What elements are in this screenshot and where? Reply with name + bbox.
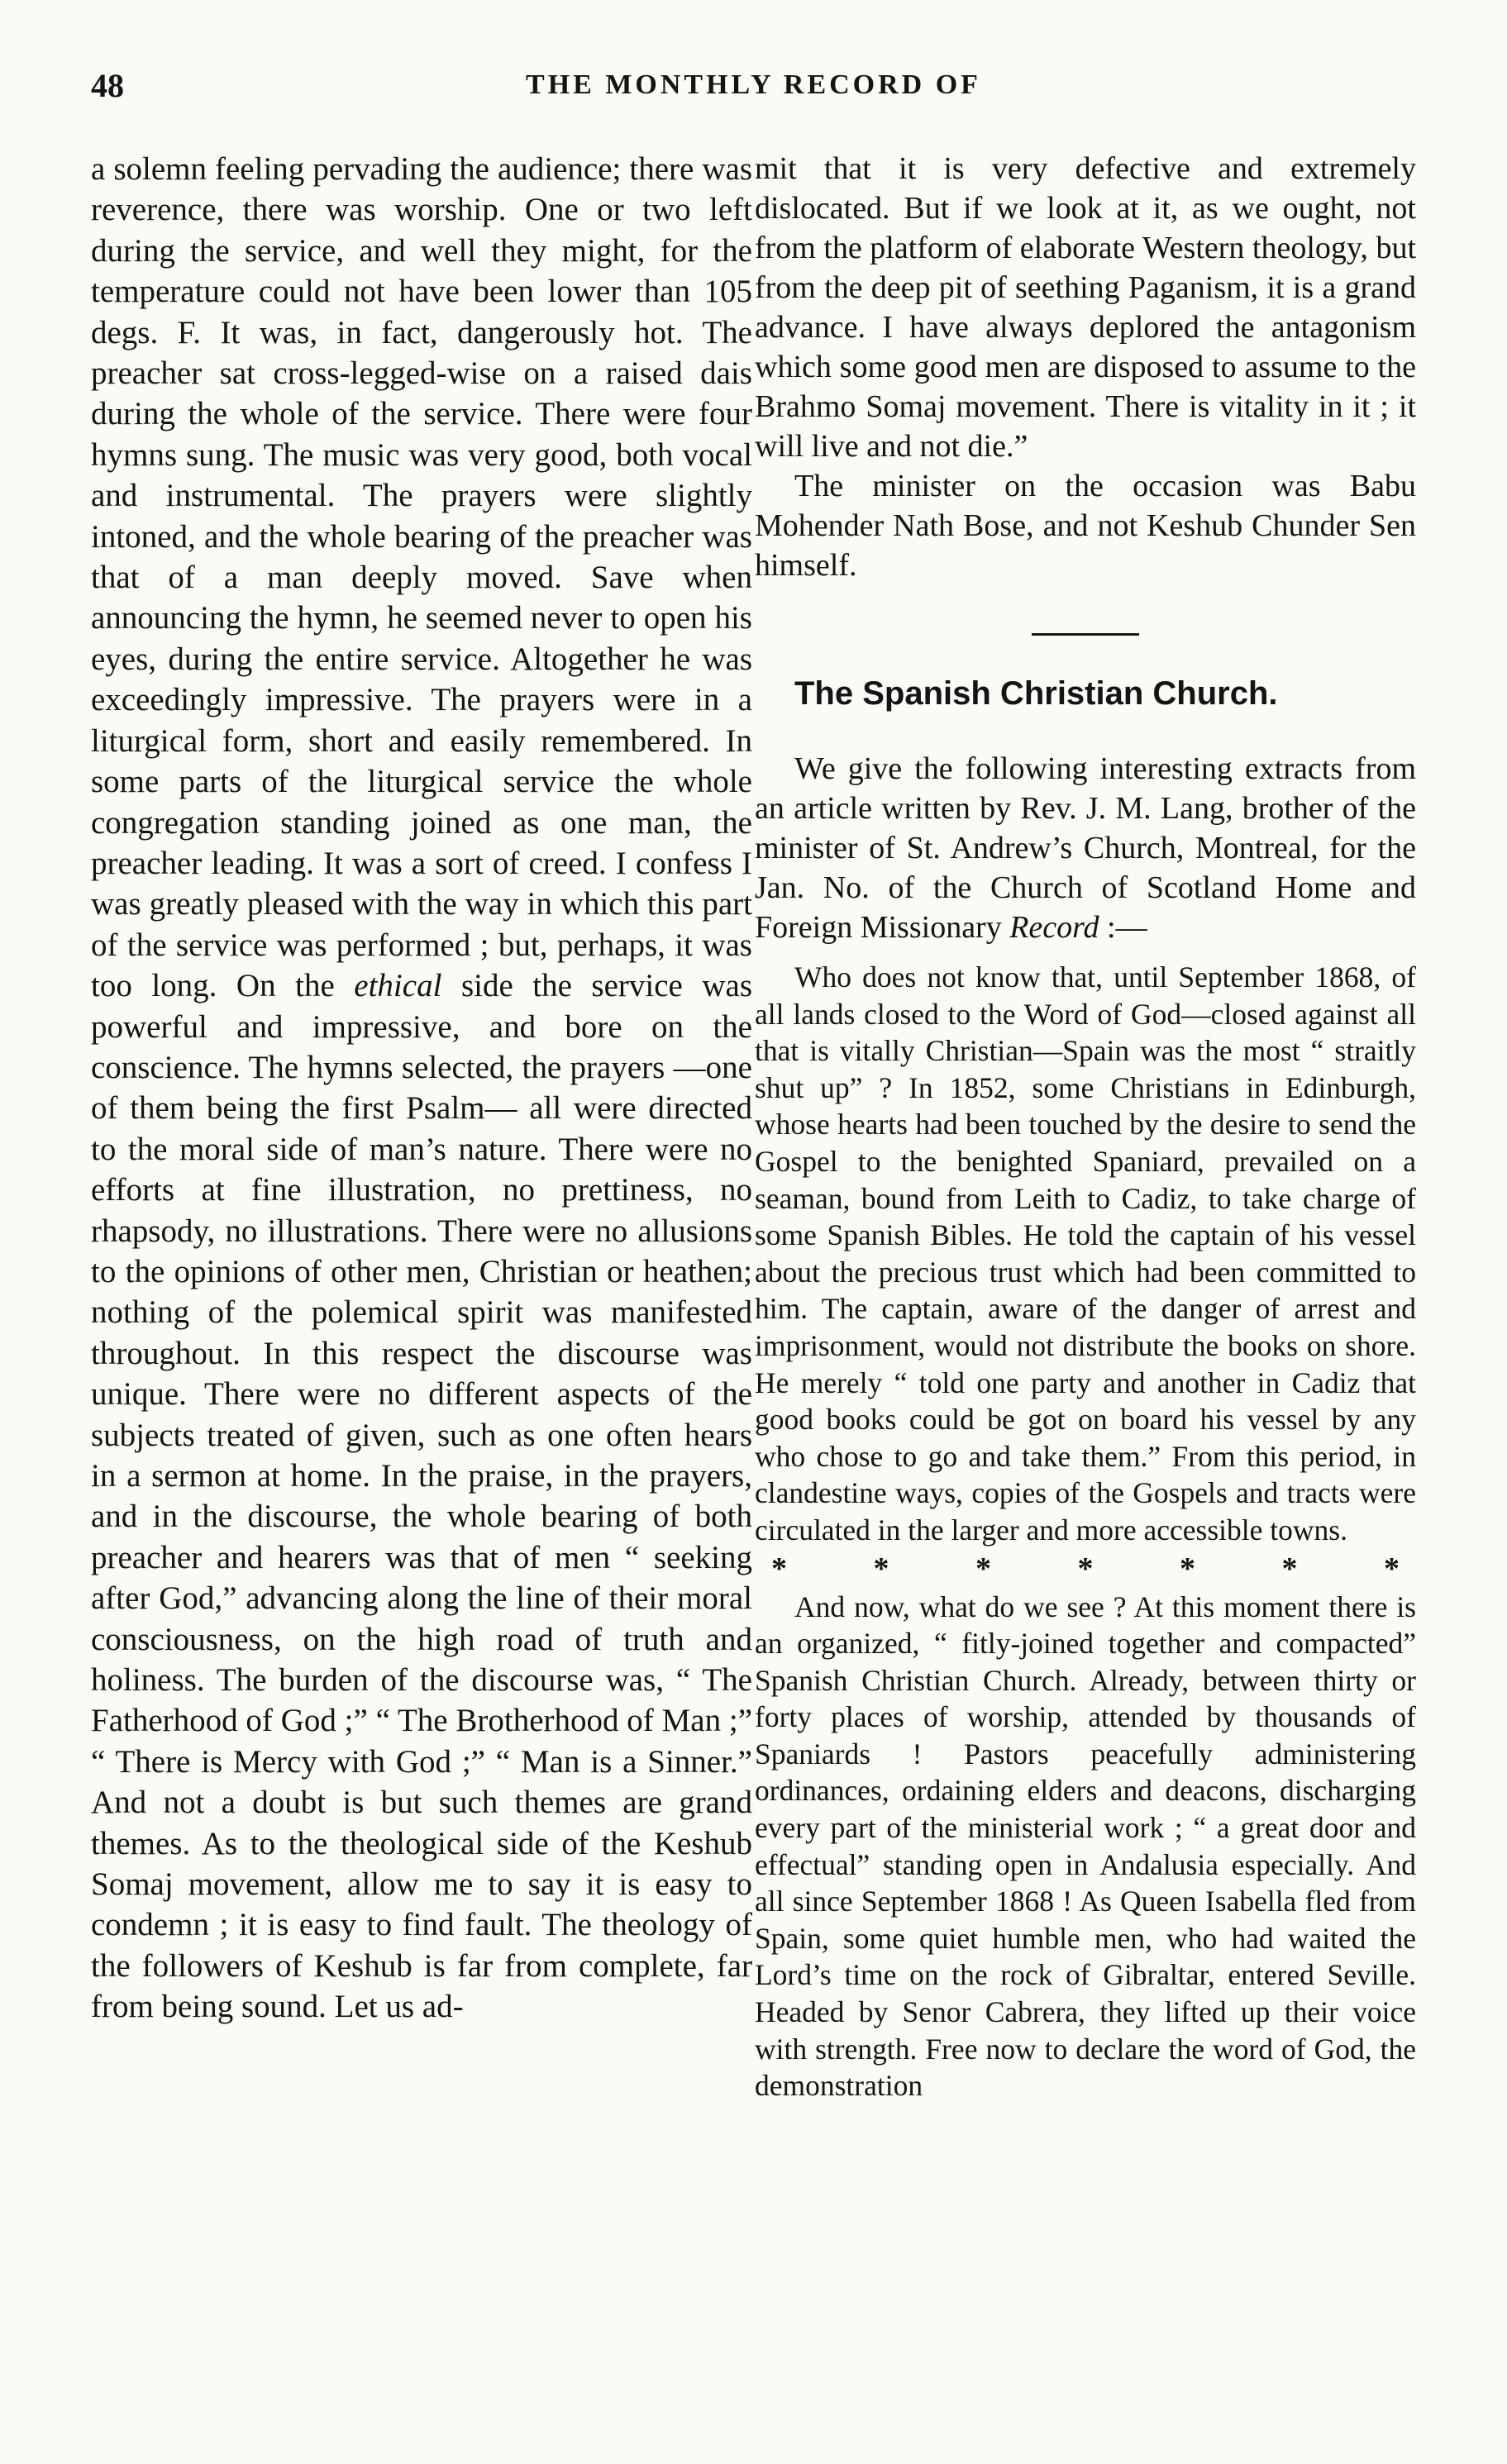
church-paragraph: And now, what do we see ? At this moment there is an organized, “ fitly-joined together and compacted” Spanish Christian Church. Already, between thirty or forty places of worship, attended by thousands of Spaniards ! Pastors peacefully administering ordinances, ordaining elders and deacons, discharging every part of the ministerial work ; “ a great door and effectual” standing open in Andalusia especially. And all since September 1868 ! As Queen Isabella fled from Spain, some quiet humble men, who had waited the Lord’s time on the rock of Gibraltar, entered Seville. Headed by Senor Cabrera, they lifted up their voice with strength. Free now to declare the word of God, the demonstration (755, 1589, 1416, 2103)
left-paragraph-emphasis: ethical (354, 968, 442, 1004)
page-header (91, 66, 1416, 116)
asterisk: * (1384, 1551, 1400, 1586)
running-title: THE MONTHLY RECORD OF (526, 69, 981, 100)
text-columns (91, 149, 1416, 2104)
asterisk: * (771, 1551, 787, 1586)
minister-paragraph: The minister on the occasion was Babu Mohender Nath Bose, and not Keshub Chunder Sen himself. (755, 469, 1416, 583)
left-paragraph (91, 149, 752, 2028)
asterisk: * (1180, 1551, 1195, 1586)
asterisk: * (873, 1551, 889, 1586)
asterisk: * (1281, 1551, 1298, 1586)
page-number: 48 (91, 67, 124, 104)
left-paragraph-text: a solemn feeling pervading the audience; there was reverence, there was worship. One or two left during the service, and well they might, for the temperature could not have been lower than 105 degs. F. It was, in fact, dangerously hot. The preacher sat cross-legged-wise on a raised dais during the whole of the service. There were four hymns sung. The music was very good, both vocal and instrumental. The prayers were slightly intoned, and the whole bearing of the preacher was that of a man deeply moved. Save when announcing the hymn, he seemed never to open his eyes, during the entire service. Altogether he was exceedingly impressive. The prayers were in a liturgical form, short and easily remembered. In some parts of the liturgical service the whole congregation standing joined as one man, the preacher leading. It was a sort of creed. I confess I was greatly pleased with the way in which this part of the service was performed ; but, perhaps, it was too long. On the (91, 151, 752, 1004)
section-divider (1032, 633, 1139, 636)
intro-tail: :— (1107, 910, 1147, 945)
history-paragraph: Who does not know that, until September 1868, of all lands closed to the Word of God—closed against all that is vitally Christian—Spain was the most “ straitly shut up” ? In 1852, some Christians in Edinburgh, whose hearts had been touched by the desire to send the Gospel to the benighted Spaniard, prevailed on a seaman, bound from Leith to Cadiz, to take charge of some Spanish Bibles. He told the captain of his vessel about the precious trust which had been committed to him. The captain, aware of the danger of arrest and imprisonment, would not distribute the books on shore. He merely “ told one party and another in Cadiz that good books could be got on board his vessel by any who chose to go and take them.” From this period, in clandestine ways, copies of the Gospels and tracts were circulated in the larger and more accessible towns. (755, 960, 1416, 1547)
asterisk: * (975, 1551, 991, 1586)
left-paragraph-continuation: side the service was powerful and impressive, and bore on the conscience. The hymns selected, the prayers —one of them being the first Psalm— all were directed to the moral side of man’s nature. There were no efforts at fine illustration, no prettiness, no rhapsody, no illustrations. There were no allusions to the opinions of other men, Christian or heathen; nothing of the polemical spirit was manifested throughout. In this respect the discourse was unique. There were no different aspects of the subjects treated of given, such as one often hears in a sermon at home. In the praise, in the prayers, and in the discourse, the whole bearing of both preacher and hearers was that of men “ seeking after God,” advancing along the line of their moral consciousness, on the high road of truth and holiness. The burden of the discourse was, “ The Fatherhood of God ;” “ The Brotherhood of Man ;” “ There is Mercy with God ;” “ Man is a Sinner.” And not a doubt is but such themes are grand themes. As to the theological side of the Keshub Somaj movement, allow me to say it is easy to condemn ; it is easy to find fault. The theology of the followers of Keshub is far from complete, far from being sound. Let us ad- (91, 968, 753, 2025)
asterisk: * (1077, 1551, 1094, 1586)
asterism-row (755, 1549, 1416, 1589)
continued-paragraph: mit that it is very defective and extremely dislocated. But if we look at it, as we ought, not from the platform of elaborate Western theology, but from the deep pit of seething Paganism, it is a grand advance. I have always deplored the antagonism which some good men are disposed to assume to the Brahmo Somaj movement. There is vitality in it ; it will live and not die.” (755, 151, 1416, 464)
section-title: The Spanish Christian Church. (794, 675, 1278, 712)
intro-text: We give the following interesting extracts from an article written by Rev. J. M. Lang, brother of the minister of St. Andrew’s Church, Montreal, for the Jan. No. of the Church of Scotland Home and Foreign Missionary (755, 751, 1416, 945)
right-column (755, 149, 1416, 2104)
intro-emphasis: Record (1009, 910, 1099, 945)
paragraph-gap (755, 947, 1416, 959)
left-column (91, 149, 752, 2104)
intro-paragraph (755, 749, 1416, 947)
